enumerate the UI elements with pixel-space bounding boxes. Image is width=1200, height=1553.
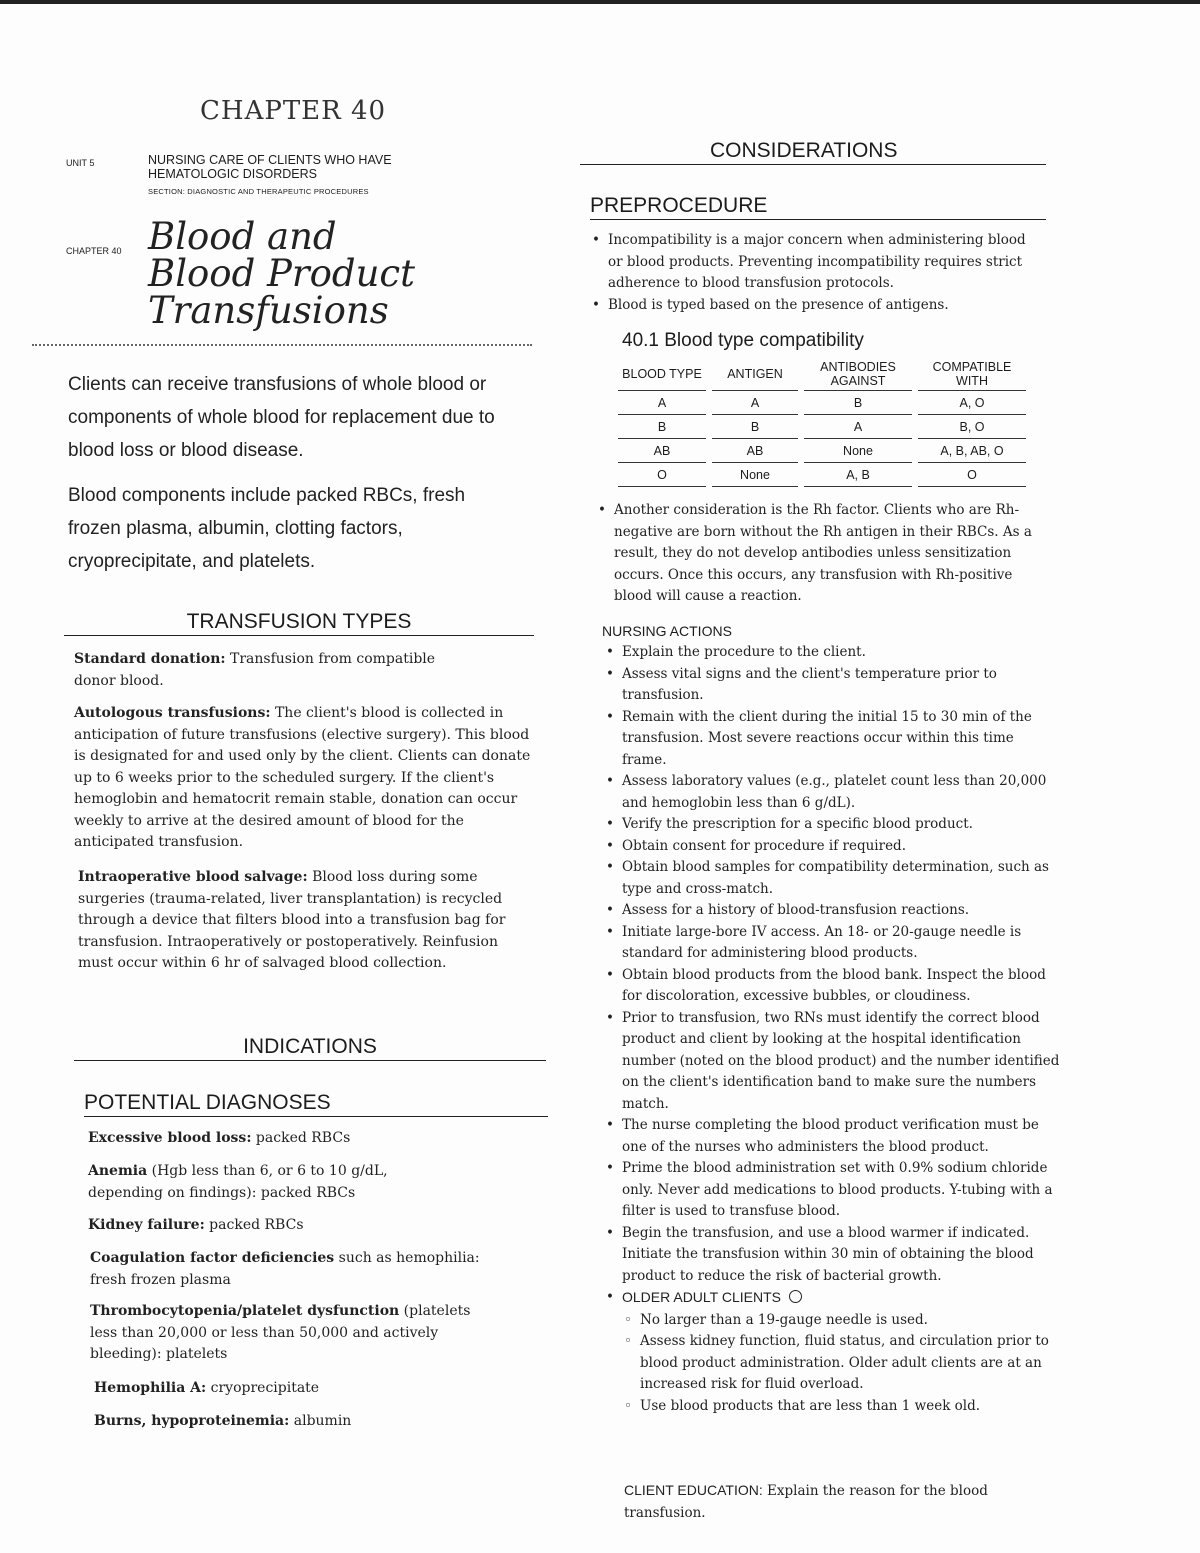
table-cell: A, O — [918, 391, 1026, 415]
table-cell: O — [618, 463, 706, 487]
list-item: • Obtain consent for procedure if required. — [604, 836, 1060, 858]
list-item: ◦ Use blood products that are less than 1 week old. — [622, 1396, 1060, 1418]
diagnosis-text: (Hgb less than 6, or 6 to 10 g/dL, depending on findings): packed RBCs — [88, 1163, 388, 1201]
older-adult-heading: OLDER ADULT CLIENTS — [622, 1289, 781, 1305]
client-education-label: CLIENT EDUCATION: — [624, 1482, 763, 1498]
list-item: • Blood is typed based on the presence of antigens. — [590, 295, 1040, 317]
diagnosis-term: Thrombocytopenia/platelet dysfunction — [90, 1303, 400, 1319]
section-heading-indications: INDICATIONS — [74, 1035, 546, 1061]
definition-item — [78, 867, 508, 975]
intro-paragraph: Clients can receive transfusions of whole blood or components of whole blood for replacement due to blood loss or blood disease. — [68, 374, 495, 461]
nursing-actions-list — [604, 642, 1060, 1417]
subheading-potential-diagnoses: POTENTIAL DIAGNOSES — [84, 1091, 548, 1117]
table-cell: B — [804, 391, 912, 415]
diagnosis-item — [90, 1301, 490, 1366]
client-education-text: Explain the reason for the blood transfusion. — [624, 1483, 988, 1521]
list-item: • Assess laboratory values (e.g., platelet count less than 20,000 and hemoglobin less than 6 g/dL). — [604, 771, 1060, 814]
definition-item — [74, 703, 532, 854]
table-row — [618, 463, 1026, 487]
diagnosis-text: (platelets less than 20,000 or less than 50,000 and actively bleeding): platelets — [90, 1303, 471, 1362]
title-line: Transfusions — [148, 289, 389, 332]
list-item: • Another consideration is the Rh factor. Clients who are Rh-negative are born without the Rh antigen in their RBCs. As a result, they do not develop antibodies unless sensitization occurs. Once this occurs, any transfusion with Rh-positive blood will cause a reaction. — [596, 500, 1042, 608]
title-divider — [32, 344, 532, 346]
section-heading-considerations: CONSIDERATIONS — [580, 139, 1046, 165]
table-cell: A — [712, 391, 798, 415]
nursing-actions-heading: NURSING ACTIONS — [602, 623, 732, 639]
diagnosis-term: Excessive blood loss: — [88, 1130, 252, 1146]
table-cell: AB — [618, 439, 706, 463]
column-header: ANTIBODIES AGAINST — [804, 358, 912, 391]
table-cell: A — [618, 391, 706, 415]
list-item: • Obtain blood samples for compatibility determination, such as type and cross-match. — [604, 857, 1060, 900]
diagnosis-item — [90, 1248, 500, 1291]
table-cell: A — [804, 415, 912, 439]
list-item: • Assess vital signs and the client's temperature prior to transfusion. — [604, 664, 1060, 707]
intro-paragraph: Blood components include packed RBCs, fresh frozen plasma, albumin, clotting factors, cryoprecipitate, and platelets. — [68, 485, 466, 572]
table-cell: O — [918, 463, 1026, 487]
diagnosis-text: albumin — [289, 1413, 352, 1429]
table-cell: B, O — [918, 415, 1026, 439]
table-cell: None — [712, 463, 798, 487]
older-adult-item — [604, 1287, 1060, 1417]
list-item: • Explain the procedure to the client. — [604, 642, 1060, 664]
table-row — [618, 415, 1026, 439]
definition-text: The client's blood is collected in anticipation of future transfusions (elective surgery). This blood is designated for and used only by the client. Clients can donate up to 6 weeks prior to the scheduled surgery. If the client's hemoglobin and hematocrit remain stable, donation can occur weekly to arrive at the desired amount of blood for the anticipated transfusion. — [74, 705, 531, 850]
diagnosis-item — [88, 1215, 508, 1237]
list-item: • The nurse completing the blood product verification must be one of the nurses who administers the blood product. — [604, 1115, 1060, 1158]
table-row — [618, 391, 1026, 415]
diagnosis-item — [88, 1128, 508, 1150]
list-item: • Prior to transfusion, two RNs must identify the correct blood product and client by looking at the hospital identification number (noted on the blood product) and the number identified on the client's identification band to make sure the numbers match. — [604, 1008, 1060, 1116]
column-header: BLOOD TYPE — [618, 358, 706, 391]
unit-label: UNIT 5 — [66, 158, 95, 168]
definition-term: Autologous transfusions: — [74, 705, 271, 721]
diagnosis-item — [94, 1411, 494, 1433]
subheading-preprocedure: PREPROCEDURE — [590, 194, 1046, 220]
table-cell: A, B, AB, O — [918, 439, 1026, 463]
table-cell: None — [804, 439, 912, 463]
diagnosis-term: Hemophilia A: — [94, 1380, 207, 1396]
definition-text: Transfusion from compatible donor blood. — [74, 651, 436, 689]
list-item: • Verify the prescription for a specific blood product. — [604, 814, 1060, 836]
diagnosis-text: packed RBCs — [204, 1217, 304, 1233]
table-header-row — [618, 358, 1026, 391]
list-item: • Remain with the client during the initial 15 to 30 min of the transfusion. Most severe reactions occur within this time frame. — [604, 707, 1060, 772]
table-row — [618, 439, 1026, 463]
list-item: • Begin the transfusion, and use a blood warmer if indicated. Initiate the transfusion within 30 min of obtaining the blood product to reduce the risk of bacterial growth. — [604, 1223, 1060, 1288]
section-heading-transfusion-types: TRANSFUSION TYPES — [64, 610, 534, 636]
unit-title: NURSING CARE OF CLIENTS WHO HAVE HEMATOLOGIC DISORDERS — [148, 153, 392, 181]
diagnosis-text: cryoprecipitate — [206, 1380, 320, 1396]
definition-text: Blood loss during some surgeries (trauma-related, liver transplantation) is recycled through a device that filters blood into a transfusion bag for transfusion. Intraoperatively or postoperatively. Reinfusion must occur within 6 hr of salvaged blood collection. — [78, 869, 506, 971]
definition-term: Intraoperative blood salvage: — [78, 869, 308, 885]
clock-icon — [789, 1290, 802, 1303]
preprocedure-list — [590, 230, 1040, 316]
page-title — [148, 215, 415, 332]
diagnosis-item — [88, 1161, 428, 1204]
title-line: Blood Product — [148, 252, 415, 295]
definition-term: Standard donation: — [74, 651, 226, 667]
diagnosis-term: Coagulation factor deficiencies — [90, 1250, 335, 1266]
diagnosis-term: Kidney failure: — [88, 1217, 205, 1233]
top-border — [0, 0, 1200, 4]
section-label: SECTION: DIAGNOSTIC AND THERAPEUTIC PROCEDURES — [148, 187, 369, 196]
list-item: • Assess for a history of blood-transfusion reactions. — [604, 900, 1060, 922]
list-item: • Initiate large-bore IV access. An 18- or 20-gauge needle is standard for administering blood products. — [604, 922, 1060, 965]
definition-item — [74, 649, 464, 692]
title-line: Blood and — [148, 215, 337, 258]
list-item: • Obtain blood products from the blood bank. Inspect the blood for discoloration, excessive bubbles, or cloudiness. — [604, 965, 1060, 1008]
table-cell: B — [712, 415, 798, 439]
client-education — [624, 1480, 1004, 1524]
diagnosis-text: packed RBCs — [251, 1130, 351, 1146]
diagnosis-term: Burns, hypoproteinemia: — [94, 1413, 290, 1429]
diagnosis-item — [94, 1378, 494, 1400]
list-item: ◦ Assess kidney function, fluid status, and circulation prior to blood product administration. Older adult clients are at an increased risk for fluid overload. — [622, 1331, 1060, 1396]
chapter-heading: CHAPTER 40 — [200, 96, 387, 126]
table-title: 40.1 Blood type compatibility — [622, 330, 864, 351]
older-adult-list — [622, 1310, 1060, 1418]
list-item: • Incompatibility is a major concern when administering blood or blood products. Preventing incompatibility requires strict adherence to blood transfusion protocols. — [590, 230, 1040, 295]
rh-factor-list — [596, 500, 1042, 608]
column-header: COMPATIBLE WITH — [918, 358, 1026, 391]
chapter-label: CHAPTER 40 — [66, 246, 122, 256]
list-item: ◦ No larger than a 19-gauge needle is used. — [622, 1310, 1060, 1332]
table-cell: A, B — [804, 463, 912, 487]
column-header: ANTIGEN — [712, 358, 798, 391]
table-cell: B — [618, 415, 706, 439]
table-cell: AB — [712, 439, 798, 463]
blood-type-table — [618, 358, 1026, 487]
list-item: • Prime the blood administration set with 0.9% sodium chloride only. Never add medications to blood products. Y-tubing with a filter is used to transfuse blood. — [604, 1158, 1060, 1223]
diagnosis-term: Anemia — [88, 1163, 148, 1179]
diagnosis-text: such as hemophilia: fresh frozen plasma — [90, 1250, 480, 1288]
